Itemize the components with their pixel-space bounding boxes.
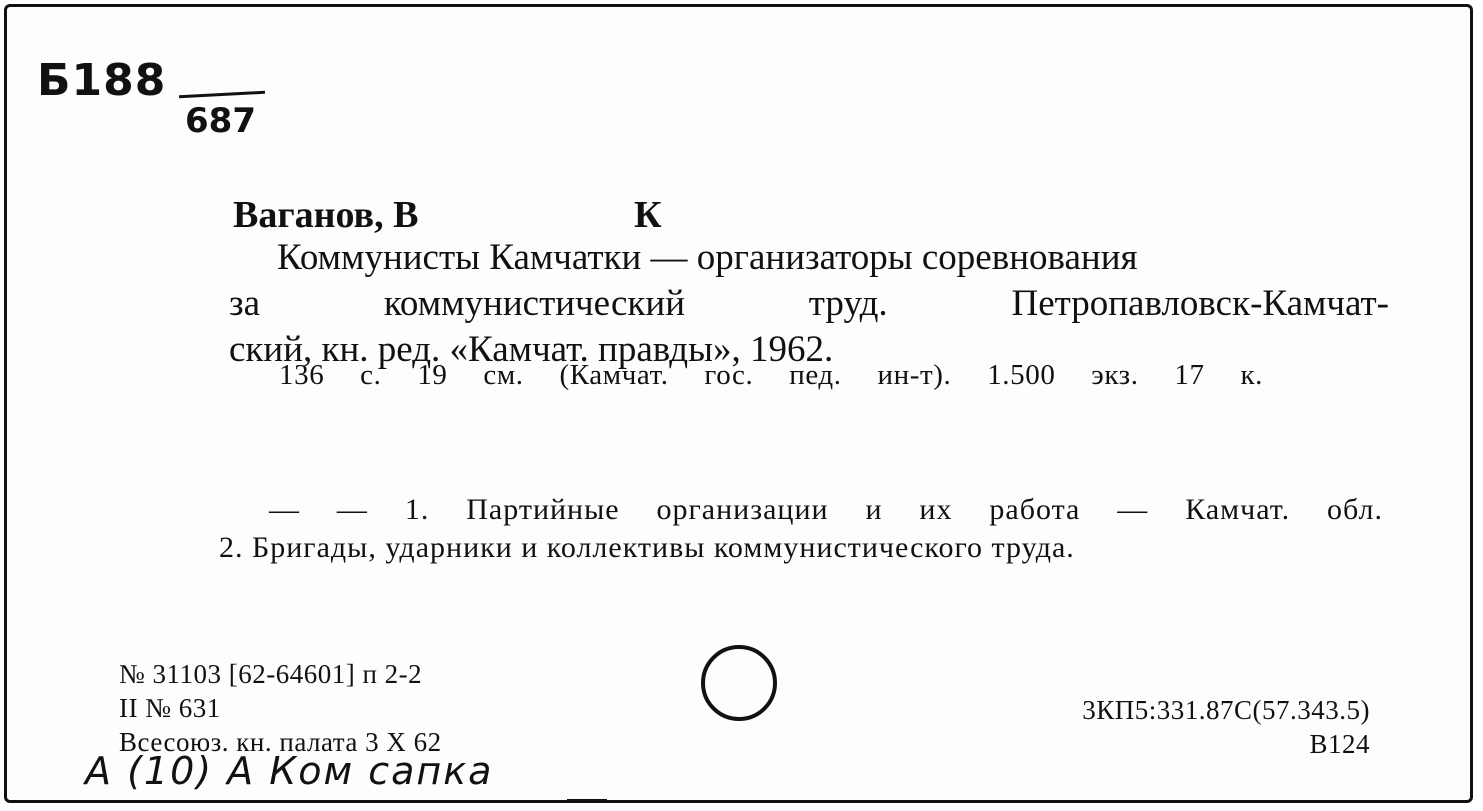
title-line-3: ский, кн. ред. «Камчат. правды», 1962. (229, 329, 834, 370)
shelfmark-top: Б188 (37, 55, 167, 106)
imprint-line-3: Всесоюз. кн. палата 3 X 62 (119, 727, 442, 757)
subject-line-2: 2. Бригады, ударники и коллективы коммунистического труда. (219, 531, 1075, 564)
subject-line-1: — — 1. Партийные организации и их работа — Камчат. обл. (269, 493, 1383, 526)
imprint-line-1: № 31103 [62-64601] п 2-2 (119, 659, 423, 689)
imprint-line-2: II № 631 (119, 693, 221, 723)
author-name: Ваганов, В (233, 194, 419, 236)
punch-hole (701, 645, 777, 721)
title-line-1: Коммунисты Камчатки — организаторы соревнования (277, 237, 1138, 278)
author-initial: К (634, 194, 662, 236)
inventory-underline (567, 799, 607, 801)
catalog-card (4, 4, 1473, 803)
title-block (229, 235, 1389, 373)
handwritten-inventory-note: А (10) А Ком сапка (85, 749, 494, 793)
physical-description: 136 с. 19 см. (Камчат. гос. пед. ин-т). 1.500 экз. 17 к. (279, 359, 1263, 391)
title-line-2: за коммунистический труд. Петропавловск-Камчат- (229, 283, 1389, 324)
shelfmark-bottom: 687 (185, 101, 256, 141)
subject-headings (219, 491, 1383, 567)
author-mark: В124 (1309, 729, 1370, 759)
classification-index: 3КП5:331.87С(57.343.5) (1082, 695, 1370, 725)
shelfmark-divider (179, 91, 265, 98)
classification-block (1082, 693, 1370, 761)
card-imprint (119, 657, 442, 759)
